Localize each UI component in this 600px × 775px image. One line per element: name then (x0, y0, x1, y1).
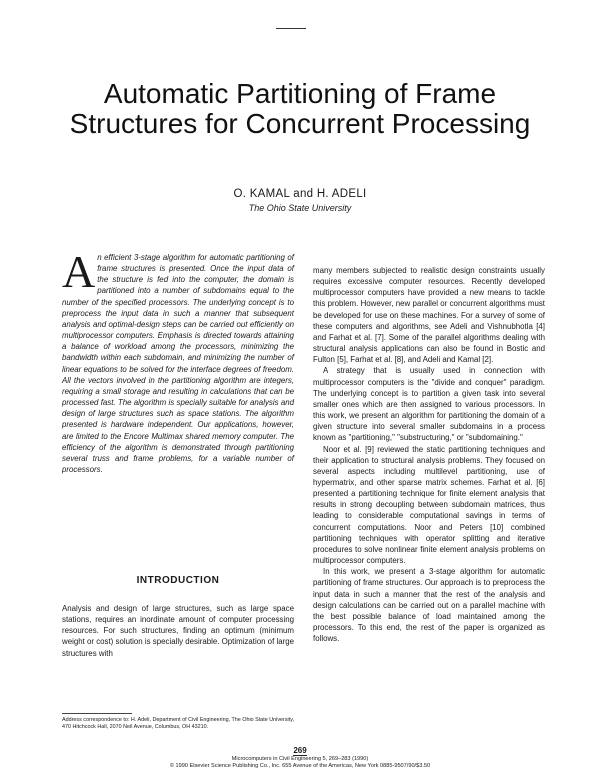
footnote-rule (62, 713, 132, 714)
abstract (62, 246, 294, 475)
footnote: Address correspondence to: H. Adeli, Department of Civil Engineering, The Ohio State University, 470 Hitchcock Hall, 2070 Neil Avenue, Columbus, OH 43210. (62, 717, 295, 730)
intro-paragraph: Analysis and design of large structures, such as large space stations, requires an inordinate amount of computer processing resources. For such structures, finding an optimum (minimum weight or cost) solution is specially desirable. Optimization of large structures with (62, 604, 295, 658)
right-paragraph-2: A strategy that is usually used in connection with multiprocessor computers is the "divide and conquer" paradigm. The underlying concept is to partition a given task into several smaller ones which are then assigned to various processors. In this work, we present an algorithm for partitioning the domain of a given structure into several smaller subdomains in a process known as "partitioning," "substructuring," or "subdomaining." (313, 366, 545, 443)
right-column (313, 265, 545, 644)
section-heading-introduction: INTRODUCTION (136, 575, 220, 586)
top-rule (276, 28, 306, 29)
right-paragraph-4: In this work, we present a 3-stage algorithm for automatic partitioning of frame structures. Our approach is to preprocess the input data in such a manner that the rest of the analysis and design calculations can be carried out on a parallel machine with the best possible balance of load maintained among the processors. To this end, the rest of the paper is organized as follows. (313, 567, 545, 644)
page-number (0, 746, 600, 755)
journal-info (0, 756, 600, 770)
page-number-text: 269 (293, 746, 307, 755)
left-column (62, 246, 294, 475)
authors: O. KAMAL and H. ADELI (233, 188, 367, 200)
journal-copyright: © 1990 Elsevier Science Publishing Co., Inc. 655 Avenue of the Americas, New York 0885-9507/90/$3.50 (169, 763, 431, 769)
paper-title: Automatic Partitioning of Frame Structures for Concurrent Processing (69, 77, 531, 139)
affiliation: The Ohio State University (248, 203, 352, 213)
introduction-body (62, 603, 294, 659)
journal-citation: Microcomputers in Civil Engineering 5, 269–283 (1990) (231, 756, 369, 762)
abstract-dropcap: A (62, 246, 96, 297)
right-paragraph-1: many members subjected to realistic design constraints usually requires excessive computer resources. Recently developed multiprocessor computers have provided a new means to tackle this problem. However, new parallel or concurrent algorithms must be developed for use on these machines. For a survey of some of these computers and algorithms, see Adeli and Vishnubhotla [4] and Farhat et al. [7]. Some of the parallel algorithms dealing with structural analysis applications can also be found in Bostic and Fulton [5], Farhat et al. [8], and Adeli and Kamal [2]. (313, 266, 545, 365)
right-paragraph-3: Noor et al. [9] reviewed the static partitioning techniques and their application to structural analysis problems. They focused on several aspects including multilevel partitioning, use of hypermatrix, and other sparse matrix schemes. Farhat et al. [6] presented a partitioning technique for finite element analysis that results in strong decoupling between subdomain matrices, thus leading to considerable computational savings in terms of concurrent computations. Noor and Peters [10] combined partitioning techniques with operator splitting and iterative procedures to solve nonlinear finite element analysis problems on multiprocessor computers. (313, 444, 545, 566)
abstract-text: n efficient 3-stage algorithm for automatic partitioning of frame structures is presented. Once the input data of the structure is fed into the computer, the domain is partitioned into a number of subdomains equal to the number of the specified processors. The underlying concept is to preprocess the input data in such a manner that subsequent analysis and optimal-design steps can be carried out efficiently on multiprocessor computers. Emphasis is directed towards attaining a balance of workload among the processors, minimizing the bandwidth within each subdomain, and minimizing the number of linear equations to be solved for the interface degrees of freedom. All the vectors involved in the partitioning algorithm are integers, requiring a small storage and resulting in calculations that can be processed fast. The algorithm is specially suitable for analysis and design of large structures such as space stations. The algorithm presented is hardware independent. Our applications, however, are limited to the Encore Multimax shared memory computer. The efficiency of the algorithm is demonstrated through partitioning several truss and frame problems, for a variable number of processors. (62, 253, 294, 474)
